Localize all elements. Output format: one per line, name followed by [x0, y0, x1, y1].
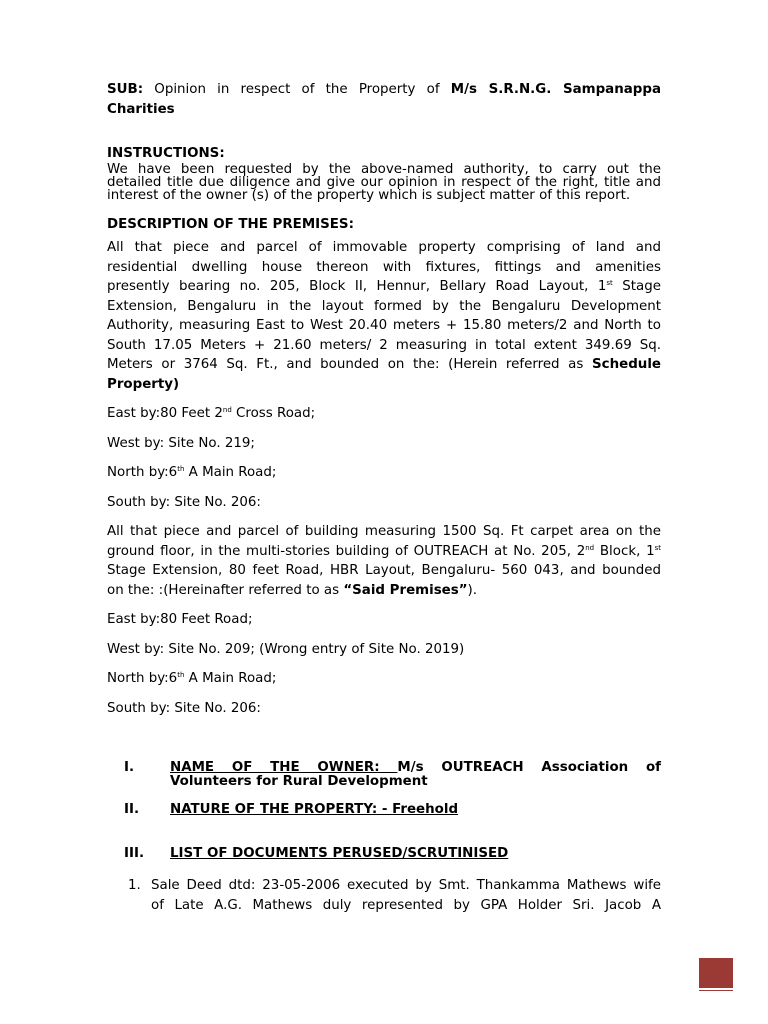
subject-line-2: Charities	[107, 101, 175, 117]
section-heading: NATURE OF THE PROPERTY: - Freehold	[170, 802, 459, 817]
list-item: 1. Sale Deed dtd: 23-05-2006 executed by Smt. Thankamma Mathews wife of Late A.G. Mathews duly represented by GPA Holder Sri. Jacob A	[128, 878, 661, 913]
section-number: II.	[124, 802, 140, 817]
instructions-heading: INSTRUCTIONS:	[107, 146, 225, 161]
list-item-number: 1.	[128, 878, 141, 893]
boundary-north: North by:6th A Main Road;	[107, 465, 277, 480]
boundary-west: West by: Site No. 219;	[107, 435, 255, 451]
boundary-west: West by: Site No. 209; (Wrong entry of Site No. 2019)	[107, 641, 465, 657]
section-heading: LIST OF DOCUMENTS PERUSED/SCRUTINISED	[170, 846, 509, 861]
subject-text: Opinion in respect of the Property of	[154, 82, 440, 97]
page-number-underline	[699, 990, 733, 991]
description-heading: DESCRIPTION OF THE PREMISES:	[107, 217, 354, 232]
section-owner-name: I. NAME OF THE OWNER: M/s OUTREACH Association of Volunteers for Rural Development	[124, 760, 661, 789]
subject-block	[107, 80, 661, 119]
section-heading: NAME OF THE OWNER:	[170, 760, 398, 775]
page-number-badge	[699, 958, 733, 988]
owner-name: M/s OUTREACH Association of	[397, 760, 661, 775]
subject-owner-name: M/s S.R.N.G. Sampanappa	[450, 82, 661, 97]
schedule-property-term: Schedule	[592, 357, 661, 372]
section-number: I.	[124, 760, 135, 775]
subject-label: SUB:	[107, 82, 144, 97]
schedule-property-boundaries	[107, 404, 661, 512]
section-number: III.	[124, 846, 145, 861]
boundary-north: North by:6th A Main Road;	[107, 671, 277, 686]
instructions-line: detailed title due diligence and give our opinion in respect of the right, title and	[107, 175, 661, 190]
instructions-line: We have been requested by the above-named authority, to carry out the	[107, 162, 661, 177]
boundary-south: South by: Site No. 206:	[107, 494, 261, 510]
subject-line-1	[107, 80, 661, 100]
said-premises-boundaries	[107, 610, 661, 718]
boundary-east: East by:80 Feet 2nd Cross Road;	[107, 406, 316, 421]
instructions-body	[107, 163, 661, 202]
description-paragraph-1: All that piece and parcel of immovable property comprising of land and residential dwelling house thereon with fixtures, fittings and amenities presently bearing no. 205, Block II, Hennur, Bellary Road Layout, 1st Stage Extension, Bengaluru in the layout formed by the Bengaluru Development Authority, measuring East to West 20.40 meters + 15.80 meters/2 and North to South 17.05 Meters + 21.60 meters/ 2 measuring in total extent 349.69 Sq. Meters or 3764 Sq. Ft., and bounded on the: (Herein referred as Schedule Property)	[107, 240, 661, 392]
boundary-south: South by: Site No. 206:	[107, 700, 261, 716]
document-page	[107, 80, 661, 915]
description-paragraph-2: All that piece and parcel of building measuring 1500 Sq. Ft carpet area on the ground floor, in the multi-stories building of OUTREACH at No. 205, 2nd Block, 1st Stage Extension, 80 feet Road, HBR Layout, Bengaluru- 560 043, and bounded on the: :(Hereinafter referred to as “Said Premises”).	[107, 524, 661, 598]
section-nature-of-property	[107, 802, 661, 818]
said-premises-term: “Said Premises”	[343, 582, 468, 598]
boundary-east: East by:80 Feet Road;	[107, 612, 253, 627]
instructions-line: interest of the owner (s) of the property which is subject matter of this report.	[107, 188, 631, 203]
section-documents-list	[107, 846, 661, 862]
